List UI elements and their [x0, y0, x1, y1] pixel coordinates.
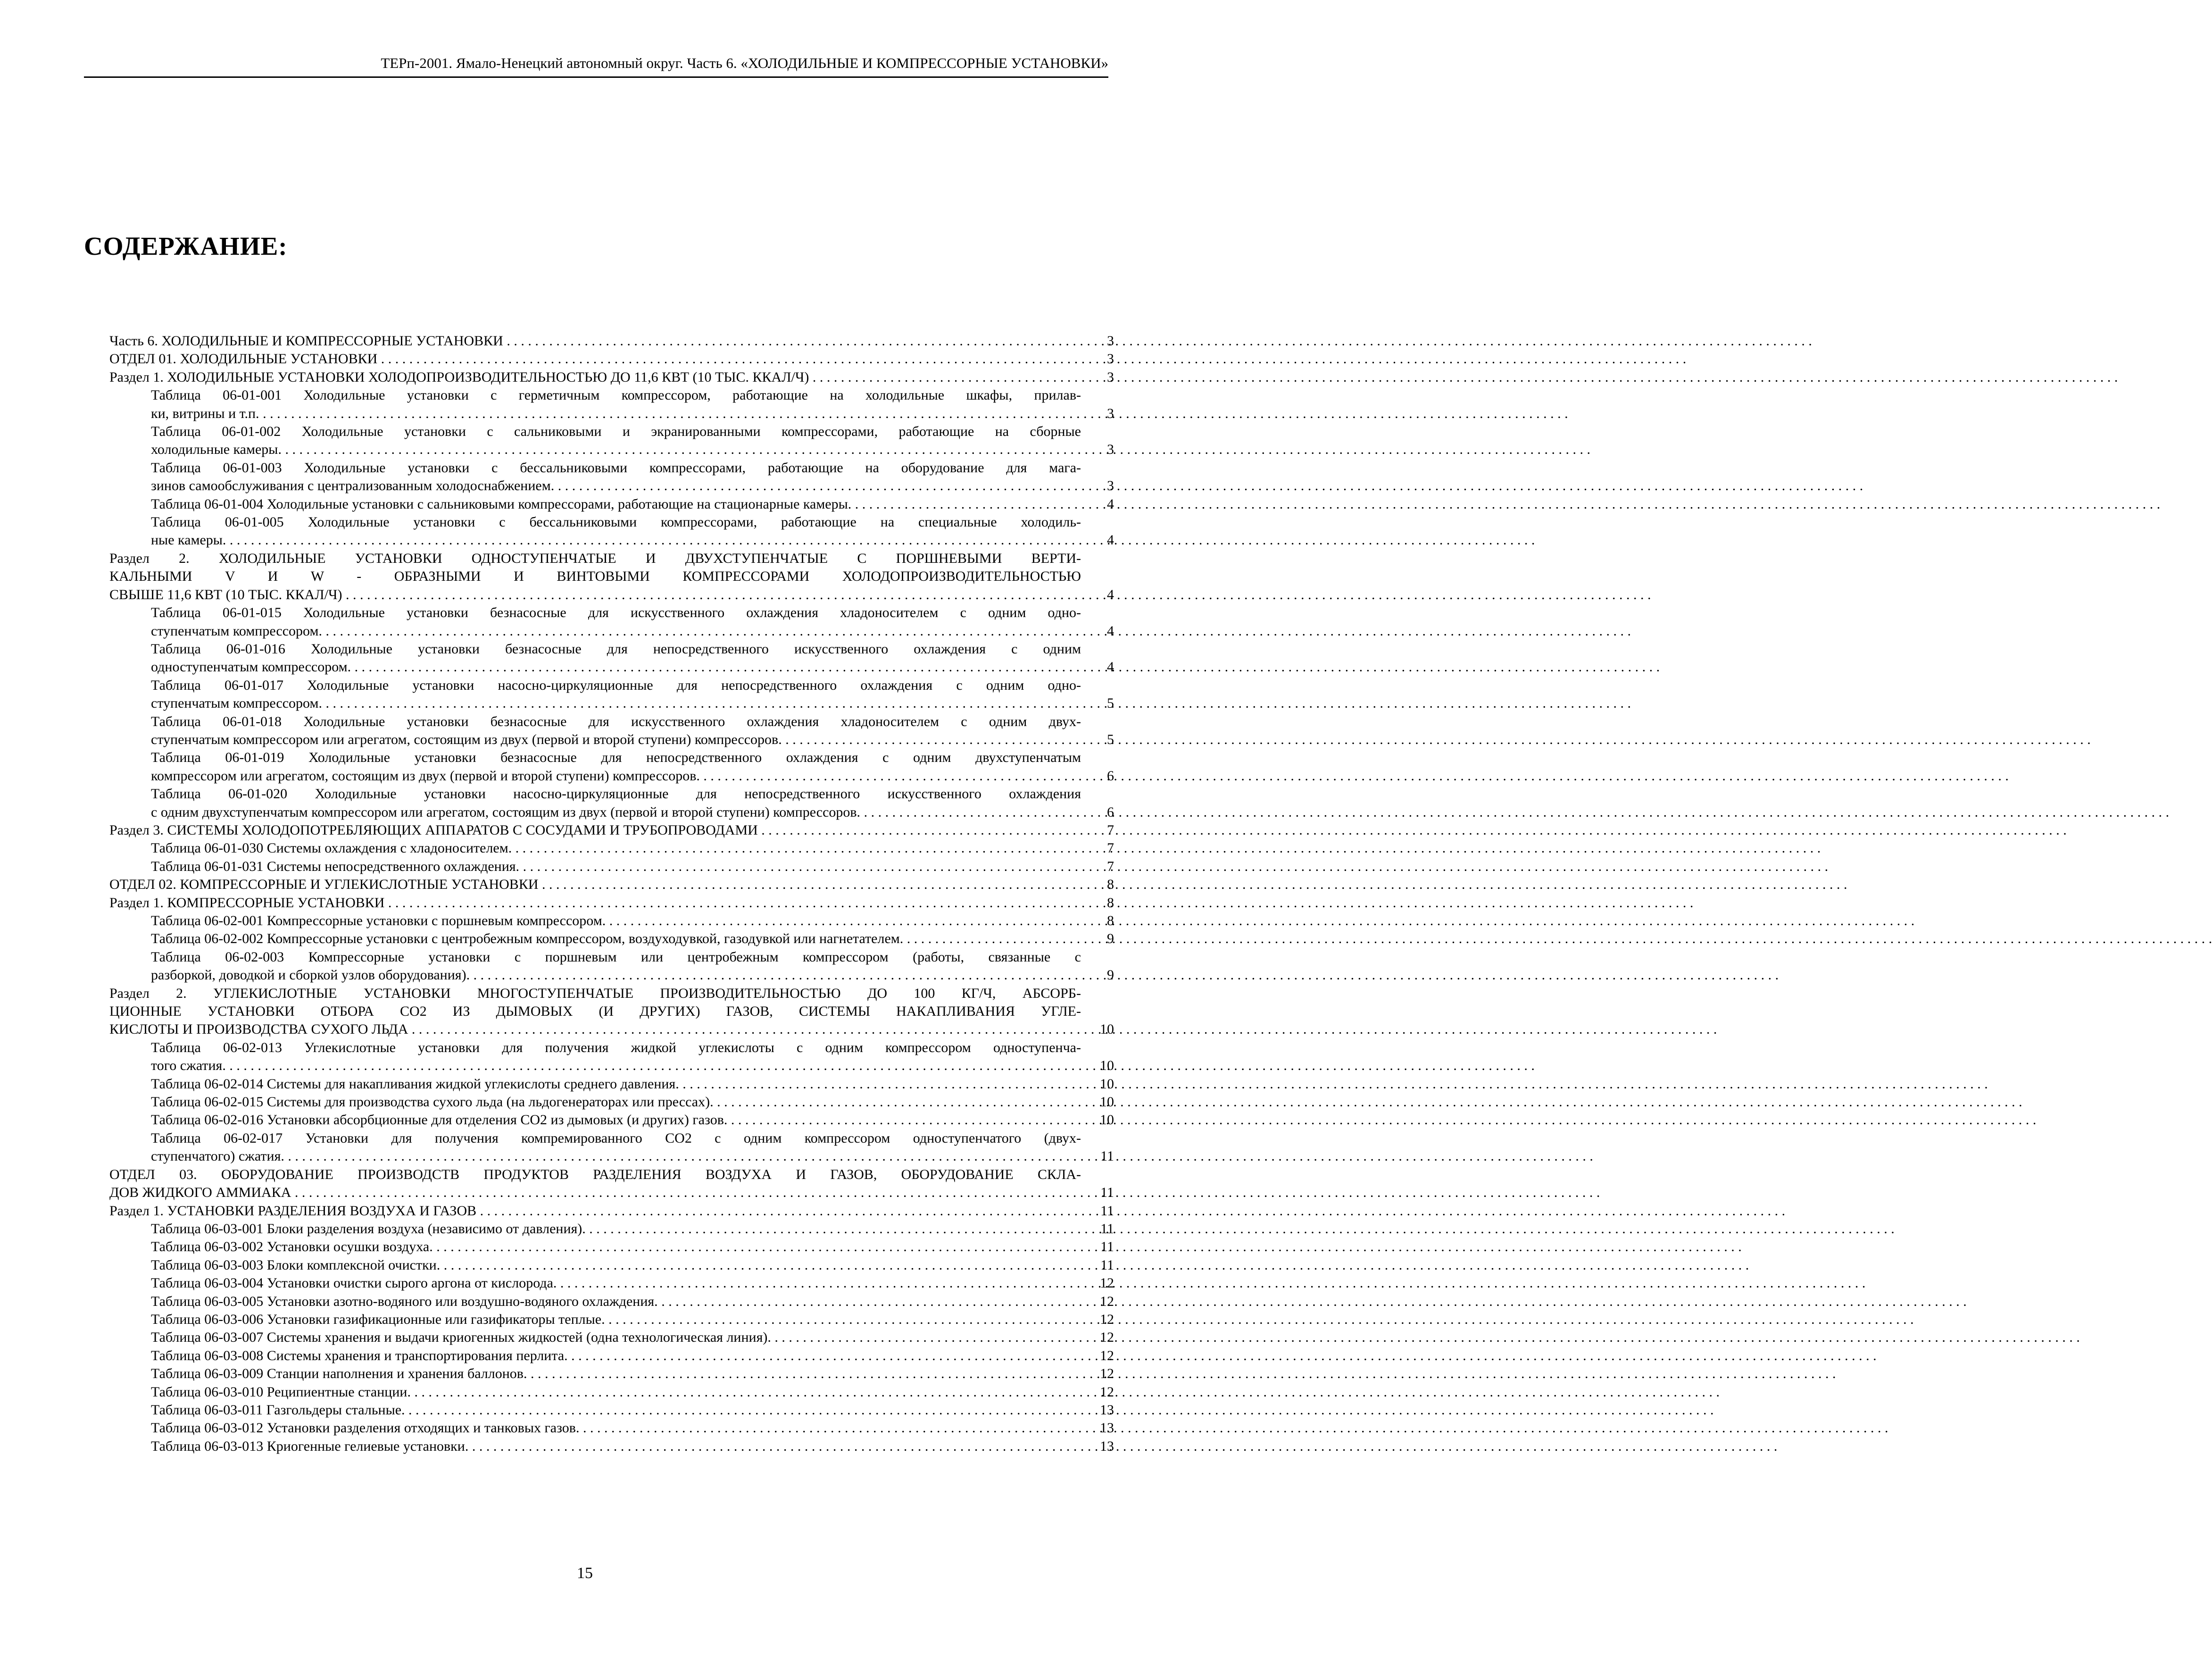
toc-page-number: 6	[1107, 768, 1114, 784]
toc-entry-title	[109, 1401, 1081, 1419]
toc-page-number: 10	[1100, 1112, 1114, 1128]
toc-table-entry[interactable]	[109, 948, 1114, 985]
toc-entry-title	[109, 677, 1081, 713]
toc-entry-leader-line: ступенчатым компрессором. . . .	[204, 622, 1081, 640]
toc-entry-leader-line: Таблица 06-03-003 Блоки комплексной очистки. . . .	[204, 1256, 1081, 1274]
toc-entry-line: Таблица 06-02-013 Углекислотные установки для получения жидкой углекислоты с одним компрессором одноступенча-	[151, 1039, 1081, 1055]
toc-table-entry[interactable]	[109, 785, 1114, 821]
toc-page-number: 6	[1107, 804, 1114, 820]
running-header	[84, 53, 1108, 78]
toc-page-number: 12	[1100, 1275, 1114, 1291]
toc-table-entry[interactable]	[109, 1238, 1114, 1256]
toc-entry-leader-line: ступенчатого) сжатия. . . .	[204, 1147, 1081, 1165]
toc-table-entry[interactable]	[109, 604, 1114, 640]
toc-table-entry[interactable]	[109, 1383, 1114, 1401]
toc-table-entry[interactable]	[109, 1129, 1114, 1166]
toc-table-entry[interactable]	[109, 1401, 1114, 1419]
toc-page-number: 11	[1100, 1239, 1114, 1255]
toc-table-entry[interactable]	[109, 839, 1114, 857]
toc-entry-leader-line: Раздел 1. УСТАНОВКИ РАЗДЕЛЕНИЯ ВОЗДУХА И ГАЗОВ . . .	[151, 1202, 1081, 1220]
toc-entry-line: Таблица 06-02-003 Компрессорные установки с поршневым или центробежным компрессором (работы, связанные с	[151, 949, 1081, 965]
toc-entry-title	[109, 423, 1081, 459]
toc-page-number: 8	[1107, 913, 1114, 928]
toc-entry-title	[109, 1419, 1081, 1437]
toc-entry-line: Таблица 06-01-017 Холодильные установки насосно-циркуляционные для непосредственного охлаждения с одним одно-	[151, 677, 1081, 693]
toc-page-number: 12	[1100, 1311, 1114, 1327]
toc-entry-title	[109, 513, 1081, 550]
toc-table-entry[interactable]	[109, 1256, 1114, 1274]
toc-page-number: 4	[1107, 586, 1114, 602]
toc-table-entry[interactable]	[109, 1039, 1114, 1075]
toc-entry-line: Таблица 06-01-015 Холодильные установки безнасосные для искусственного охлаждения хладоносителем с одним одно-	[151, 605, 1081, 621]
toc-entry-title	[109, 749, 1081, 785]
toc-entry-leader-line: Таблица 06-03-001 Блоки разделения воздуха (независимо от давления). . . .	[204, 1220, 1081, 1238]
toc-entry-leader-line: разборкой, доводкой и сборкой узлов оборудования). . . .	[204, 966, 1081, 984]
toc-section-entry[interactable]	[109, 876, 1114, 894]
toc-entry-leader-line: холодильные камеры. . . .	[204, 441, 1081, 459]
toc-entry-title	[109, 604, 1081, 640]
toc-entry-title	[109, 948, 1081, 985]
toc-page-number: 8	[1107, 894, 1114, 911]
toc-page-number: 3	[1107, 442, 1114, 458]
toc-entry-leader-line: Таблица 06-03-008 Системы хранения и транспортирования перлита. . . .	[204, 1347, 1081, 1365]
toc-entry-leader-line: Таблица 06-01-031 Системы непосредственного охлаждения. . . .	[204, 858, 1081, 876]
toc-entry-leader-line: ступенчатым компрессором. . . .	[204, 694, 1081, 712]
toc-page-number: 11	[1100, 1185, 1114, 1201]
toc-entry-line: Таблица 06-01-018 Холодильные установки безнасосные для искусственного охлаждения хладоносителем с одним двух-	[151, 713, 1081, 729]
toc-entry-leader-line: Раздел 1. ХОЛОДИЛЬНЫЕ УСТАНОВКИ ХОЛОДОПРОИЗВОДИТЕЛЬНОСТЬЮ ДО 11,6 КВТ (10 ТЫС. ККАЛ/Ч) . . .	[151, 368, 1081, 386]
toc-entry-leader-line: Таблица 06-02-014 Системы для накапливания жидкой углекислоты среднего давления. . . .	[204, 1075, 1081, 1093]
toc-table-entry[interactable]	[109, 1111, 1114, 1129]
toc-page-number: 12	[1100, 1384, 1114, 1400]
toc-section-entry[interactable]	[109, 368, 1114, 386]
toc-page-number: 4	[1107, 532, 1114, 548]
toc-table-entry[interactable]	[109, 1438, 1114, 1455]
toc-entry-title	[109, 839, 1081, 857]
toc-page-number: 12	[1100, 1366, 1114, 1382]
toc-table-entry[interactable]	[109, 423, 1114, 459]
toc-page-number: 11	[1100, 1220, 1114, 1237]
toc-page-number: 9	[1107, 931, 1114, 947]
toc-page-number: 3	[1107, 351, 1114, 367]
toc-section-entry[interactable]	[109, 894, 1114, 912]
toc-page-number: 12	[1100, 1329, 1114, 1346]
toc-entry-title	[109, 1293, 1081, 1311]
toc-page-number: 5	[1107, 695, 1114, 711]
toc-page-number: 12	[1100, 1293, 1114, 1309]
toc-table-entry[interactable]	[109, 1347, 1114, 1365]
toc-entry-leader-line: ступенчатым компрессором или агрегатом, состоящим из двух (первой и второй ступени) компрессоров. . . .	[204, 731, 1081, 749]
toc-entry-line: ЦИОННЫЕ УСТАНОВКИ ОТБОРА СО2 ИЗ ДЫМОВЫХ (И ДРУГИХ) ГАЗОВ, СИСТЕМЫ НАКАПЛИВАНИЯ УГЛЕ-	[109, 1003, 1081, 1020]
toc-entry-title	[109, 1347, 1081, 1365]
toc-entry-leader-line: Раздел 3. СИСТЕМЫ ХОЛОДОПОТРЕБЛЯЮЩИХ АППАРАТОВ С СОСУДАМИ И ТРУБОПРОВОДАМИ . . .	[151, 821, 1081, 839]
toc-entry-line: Раздел 2. УГЛЕКИСЛОТНЫЕ УСТАНОВКИ МНОГОСТУПЕНЧАТЫЕ ПРОИЗВОДИТЕЛЬНОСТЬЮ ДО 100 КГ/Ч, АБСОРБ-	[109, 985, 1081, 1001]
toc-table-entry[interactable]	[109, 858, 1114, 876]
toc-entry-title	[109, 1311, 1081, 1329]
toc-entry-line: Раздел 2. ХОЛОДИЛЬНЫЕ УСТАНОВКИ ОДНОСТУПЕНЧАТЫЕ И ДВУХСТУПЕНЧАТЫЕ С ПОРШНЕВЫМИ ВЕРТИ-	[109, 550, 1081, 566]
toc-entry-title	[109, 1202, 1081, 1220]
toc-entry-title	[109, 912, 1081, 930]
toc-page-number: 4	[1107, 623, 1114, 639]
toc-entry-title	[109, 1075, 1081, 1093]
toc-page-number: 3	[1107, 405, 1114, 421]
toc-page-number: 13	[1100, 1420, 1114, 1436]
toc-entry-title	[109, 495, 1081, 513]
toc-entry-title	[109, 894, 1081, 912]
toc-entry-leader-line: ОТДЕЛ 01. ХОЛОДИЛЬНЫЕ УСТАНОВКИ . . .	[151, 350, 1081, 368]
toc-entry-title	[109, 350, 1081, 368]
toc-entry-leader-line: Таблица 06-03-009 Станции наполнения и хранения баллонов. . . .	[204, 1365, 1081, 1383]
toc-entry-leader-line: КИСЛОТЫ И ПРОИЗВОДСТВА СУХОГО ЛЬДА . . .	[151, 1020, 1081, 1038]
toc-entry-leader-line: Таблица 06-03-007 Системы хранения и выдачи криогенных жидкостей (одна технологическая линия). . . .	[204, 1329, 1081, 1346]
toc-table-entry[interactable]	[109, 1274, 1114, 1292]
toc-page-number: 11	[1100, 1203, 1114, 1219]
toc-table-entry[interactable]	[109, 1365, 1114, 1383]
toc-entry-leader-line: СВЫШЕ 11,6 КВТ (10 ТЫС. ККАЛ/Ч) . . .	[151, 586, 1081, 604]
toc-entry-title	[109, 1438, 1081, 1455]
toc-table-entry[interactable]	[109, 930, 1114, 948]
toc-entry-title	[109, 1129, 1081, 1166]
toc-entry-leader-line: одноступенчатым компрессором. . . .	[204, 658, 1081, 676]
toc-entry-leader-line: Таблица 06-03-005 Установки азотно-водяного или воздушно-водяного охлаждения. . . .	[204, 1293, 1081, 1311]
toc-entry-title	[109, 640, 1081, 677]
toc-entry-line: КАЛЬНЫМИ V И W - ОБРАЗНЫМИ И ВИНТОВЫМИ КОМПРЕССОРАМИ ХОЛОДОПРОИЗВОДИТЕЛЬНОСТЬЮ	[109, 568, 1081, 585]
toc-page-number: 11	[1100, 1257, 1114, 1273]
toc-entry-leader-line: Таблица 06-03-012 Установки разделения отходящих и танковых газов. . . .	[204, 1419, 1081, 1437]
toc-page-number: 11	[1100, 1148, 1114, 1164]
toc-table-entry[interactable]	[109, 1075, 1114, 1093]
toc-entry-leader-line: ные камеры. . . .	[204, 531, 1081, 549]
toc-section-entry[interactable]	[109, 350, 1114, 368]
toc-entry-leader-line: ки, витрины и т.п. . . .	[204, 405, 1081, 423]
toc-table-entry[interactable]	[109, 1093, 1114, 1111]
toc-entry-title	[109, 876, 1081, 894]
toc-page-number: 10	[1100, 1094, 1114, 1110]
toc-entry-line: Таблица 06-01-003 Холодильные установки с бессальниковыми компрессорами, работающие на оборудование для мага-	[151, 460, 1081, 476]
toc-section-entry[interactable]	[109, 1166, 1114, 1202]
toc-entry-leader-line: Таблица 06-03-011 Газгольдеры стальные. . . .	[204, 1401, 1081, 1419]
toc-entry-title	[109, 1383, 1081, 1401]
toc-page-number: 4	[1107, 659, 1114, 675]
toc-page-number: 9	[1107, 967, 1114, 983]
toc-entry-title	[109, 930, 1081, 948]
toc-section-entry[interactable]	[109, 1202, 1114, 1220]
toc-entry-leader-line: Таблица 06-01-030 Системы охлаждения с хладоносителем. . . .	[204, 839, 1081, 857]
toc-entry-line: Таблица 06-01-016 Холодильные установки безнасосные для непосредственного искусственного охлаждения с одним	[151, 641, 1081, 657]
toc-page-number: 7	[1107, 822, 1114, 838]
toc-entry-title	[109, 1256, 1081, 1274]
toc-entry-title	[109, 821, 1081, 839]
toc-entry-leader-line: Раздел 1. КОМПРЕССОРНЫЕ УСТАНОВКИ . . .	[151, 894, 1081, 912]
toc-entry-line: ОТДЕЛ 03. ОБОРУДОВАНИЕ ПРОИЗВОДСТВ ПРОДУКТОВ РАЗДЕЛЕНИЯ ВОЗДУХА И ГАЗОВ, ОБОРУДОВАНИЕ СКЛА-	[109, 1166, 1081, 1182]
toc-entry-leader-line: Таблица 06-02-002 Компрессорные установки с центробежным компрессором, воздуходувкой, газодувкой или нагнетателем. . . .	[204, 930, 1081, 948]
toc-entry-title	[109, 1238, 1081, 1256]
toc-entry-leader-line: Таблица 06-02-015 Системы для производства сухого льда (на льдогенераторах или прессах). . . .	[204, 1093, 1081, 1111]
toc-entry-title	[109, 1093, 1081, 1111]
toc-table-entry[interactable]	[109, 1220, 1114, 1238]
toc-entry-line: Таблица 06-01-005 Холодильные установки с бессальниковыми компрессорами, работающие на специальные холодиль-	[151, 514, 1081, 530]
table-of-contents	[109, 332, 1114, 1455]
toc-page-number: 3	[1107, 369, 1114, 385]
toc-entry-leader-line: Таблица 06-02-016 Установки абсорбционные для отделения СО2 из дымовых (и других) газов. . . .	[204, 1111, 1081, 1129]
toc-entry-leader-line: того сжатия. . . .	[204, 1057, 1081, 1075]
toc-entry-leader-line: зинов самообслуживания с централизованным холодоснабжением. . . .	[204, 477, 1081, 495]
toc-entry-line: Таблица 06-01-002 Холодильные установки с сальниковыми и экранированными компрессорами, работающие на сборные	[151, 424, 1081, 440]
toc-table-entry[interactable]	[109, 912, 1114, 930]
toc-entry-leader-line: Таблица 06-03-013 Криогенные гелиевые установки. . . .	[204, 1438, 1081, 1455]
toc-table-entry[interactable]	[109, 1311, 1114, 1329]
toc-section-entry[interactable]	[109, 985, 1114, 1039]
toc-entry-title	[109, 459, 1081, 495]
contents-heading: СОДЕРЖАНИЕ:	[84, 232, 288, 260]
toc-entry-leader-line: Таблица 06-03-006 Установки газификационные или газификаторы теплые. . . .	[204, 1311, 1081, 1329]
toc-page-number: 3	[1107, 333, 1114, 349]
toc-page-number: 13	[1100, 1402, 1114, 1418]
toc-page-number: 4	[1107, 496, 1114, 512]
toc-entry-leader-line: Таблица 06-03-004 Установки очистки сырого аргона от кислорода. . . .	[204, 1274, 1081, 1292]
running-header-text: ТЕРп-2001. Ямало-Ненецкий автономный округ. Часть 6. «ХОЛОДИЛЬНЫЕ И КОМПРЕССОРНЫЕ УСТАНОВКИ»	[381, 55, 1108, 71]
toc-entry-title	[109, 1039, 1081, 1075]
toc-entry-title	[109, 1365, 1081, 1383]
toc-entry-leader-line: Таблица 06-03-002 Установки осушки воздуха. . . .	[204, 1238, 1081, 1256]
toc-page-number: 7	[1107, 858, 1114, 874]
toc-table-entry[interactable]	[109, 459, 1114, 495]
toc-entry-title	[109, 332, 1081, 350]
toc-entry-title	[109, 713, 1081, 749]
toc-entry-title	[109, 386, 1081, 423]
toc-entry-leader-line: Таблица 06-02-001 Компрессорные установки с поршневым компрессором. . . .	[204, 912, 1081, 930]
toc-entry-leader-line: Часть 6. ХОЛОДИЛЬНЫЕ И КОМПРЕССОРНЫЕ УСТАНОВКИ . . .	[151, 332, 1081, 350]
toc-page-number: 10	[1100, 1021, 1114, 1037]
toc-entry-line: Таблица 06-01-020 Холодильные установки насосно-циркуляционные для непосредственного искусственного охлаждения	[151, 786, 1081, 802]
toc-entry-line: Таблица 06-01-001 Холодильные установки с герметичным компрессором, работающие на холодильные шкафы, прилав-	[151, 387, 1081, 403]
toc-table-entry[interactable]	[109, 1329, 1114, 1346]
toc-page-number: 5	[1107, 731, 1114, 747]
toc-section-entry[interactable]	[109, 821, 1114, 839]
toc-entry-title	[109, 1111, 1081, 1129]
toc-section-entry[interactable]	[109, 332, 1114, 350]
toc-entry-title	[109, 858, 1081, 876]
toc-entry-leader-line: компрессором или агрегатом, состоящим из двух (первой и второй ступени) компрессоров. . . .	[204, 767, 1081, 785]
toc-entry-title	[109, 1220, 1081, 1238]
toc-table-entry[interactable]	[109, 513, 1114, 550]
toc-table-entry[interactable]	[109, 749, 1114, 785]
toc-page-number: 12	[1100, 1347, 1114, 1363]
toc-entry-title	[109, 550, 1081, 604]
toc-entry-title	[109, 785, 1081, 821]
toc-page-number: 10	[1100, 1058, 1114, 1074]
toc-entry-leader-line: с одним двухступенчатым компрессором или агрегатом, состоящим из двух (первой и второй ступени) компрессоров. . . .	[204, 803, 1081, 821]
toc-table-entry[interactable]	[109, 495, 1114, 513]
toc-page-number: 10	[1100, 1076, 1114, 1092]
toc-entry-title	[109, 368, 1081, 386]
toc-entry-title	[109, 1329, 1081, 1346]
toc-entry-title	[109, 1166, 1081, 1202]
toc-entry-leader-line: Таблица 06-03-010 Реципиентные станции. . . .	[204, 1383, 1081, 1401]
toc-table-entry[interactable]	[109, 386, 1114, 423]
toc-entry-leader-line: Таблица 06-01-004 Холодильные установки с сальниковыми компрессорами, работающие на стационарные камеры. . . .	[204, 495, 1081, 513]
toc-entry-leader-line: ОТДЕЛ 02. КОМПРЕССОРНЫЕ И УГЛЕКИСЛОТНЫЕ УСТАНОВКИ . . .	[151, 876, 1081, 894]
toc-page-number: 3	[1107, 478, 1114, 494]
toc-table-entry[interactable]	[109, 713, 1114, 749]
toc-entry-leader-line: ДОВ ЖИДКОГО АММИАКА . . .	[151, 1184, 1081, 1202]
toc-page-number: 8	[1107, 877, 1114, 893]
toc-page-number: 13	[1100, 1438, 1114, 1454]
toc-table-entry[interactable]	[109, 1293, 1114, 1311]
toc-entry-line: Таблица 06-02-017 Установки для получения компремированного СО2 с одним компрессором одноступенчатого (двух-	[151, 1130, 1081, 1146]
toc-entry-title	[109, 1274, 1081, 1292]
toc-entry-line: Таблица 06-01-019 Холодильные установки безнасосные для непосредственного охлаждения с одним двухступенчатым	[151, 750, 1081, 766]
toc-section-entry[interactable]	[109, 550, 1114, 604]
toc-table-entry[interactable]	[109, 677, 1114, 713]
toc-entry-title	[109, 985, 1081, 1039]
toc-page-number: 7	[1107, 840, 1114, 856]
page-number: 15	[577, 1564, 593, 1582]
toc-table-entry[interactable]	[109, 640, 1114, 677]
toc-table-entry[interactable]	[109, 1419, 1114, 1437]
